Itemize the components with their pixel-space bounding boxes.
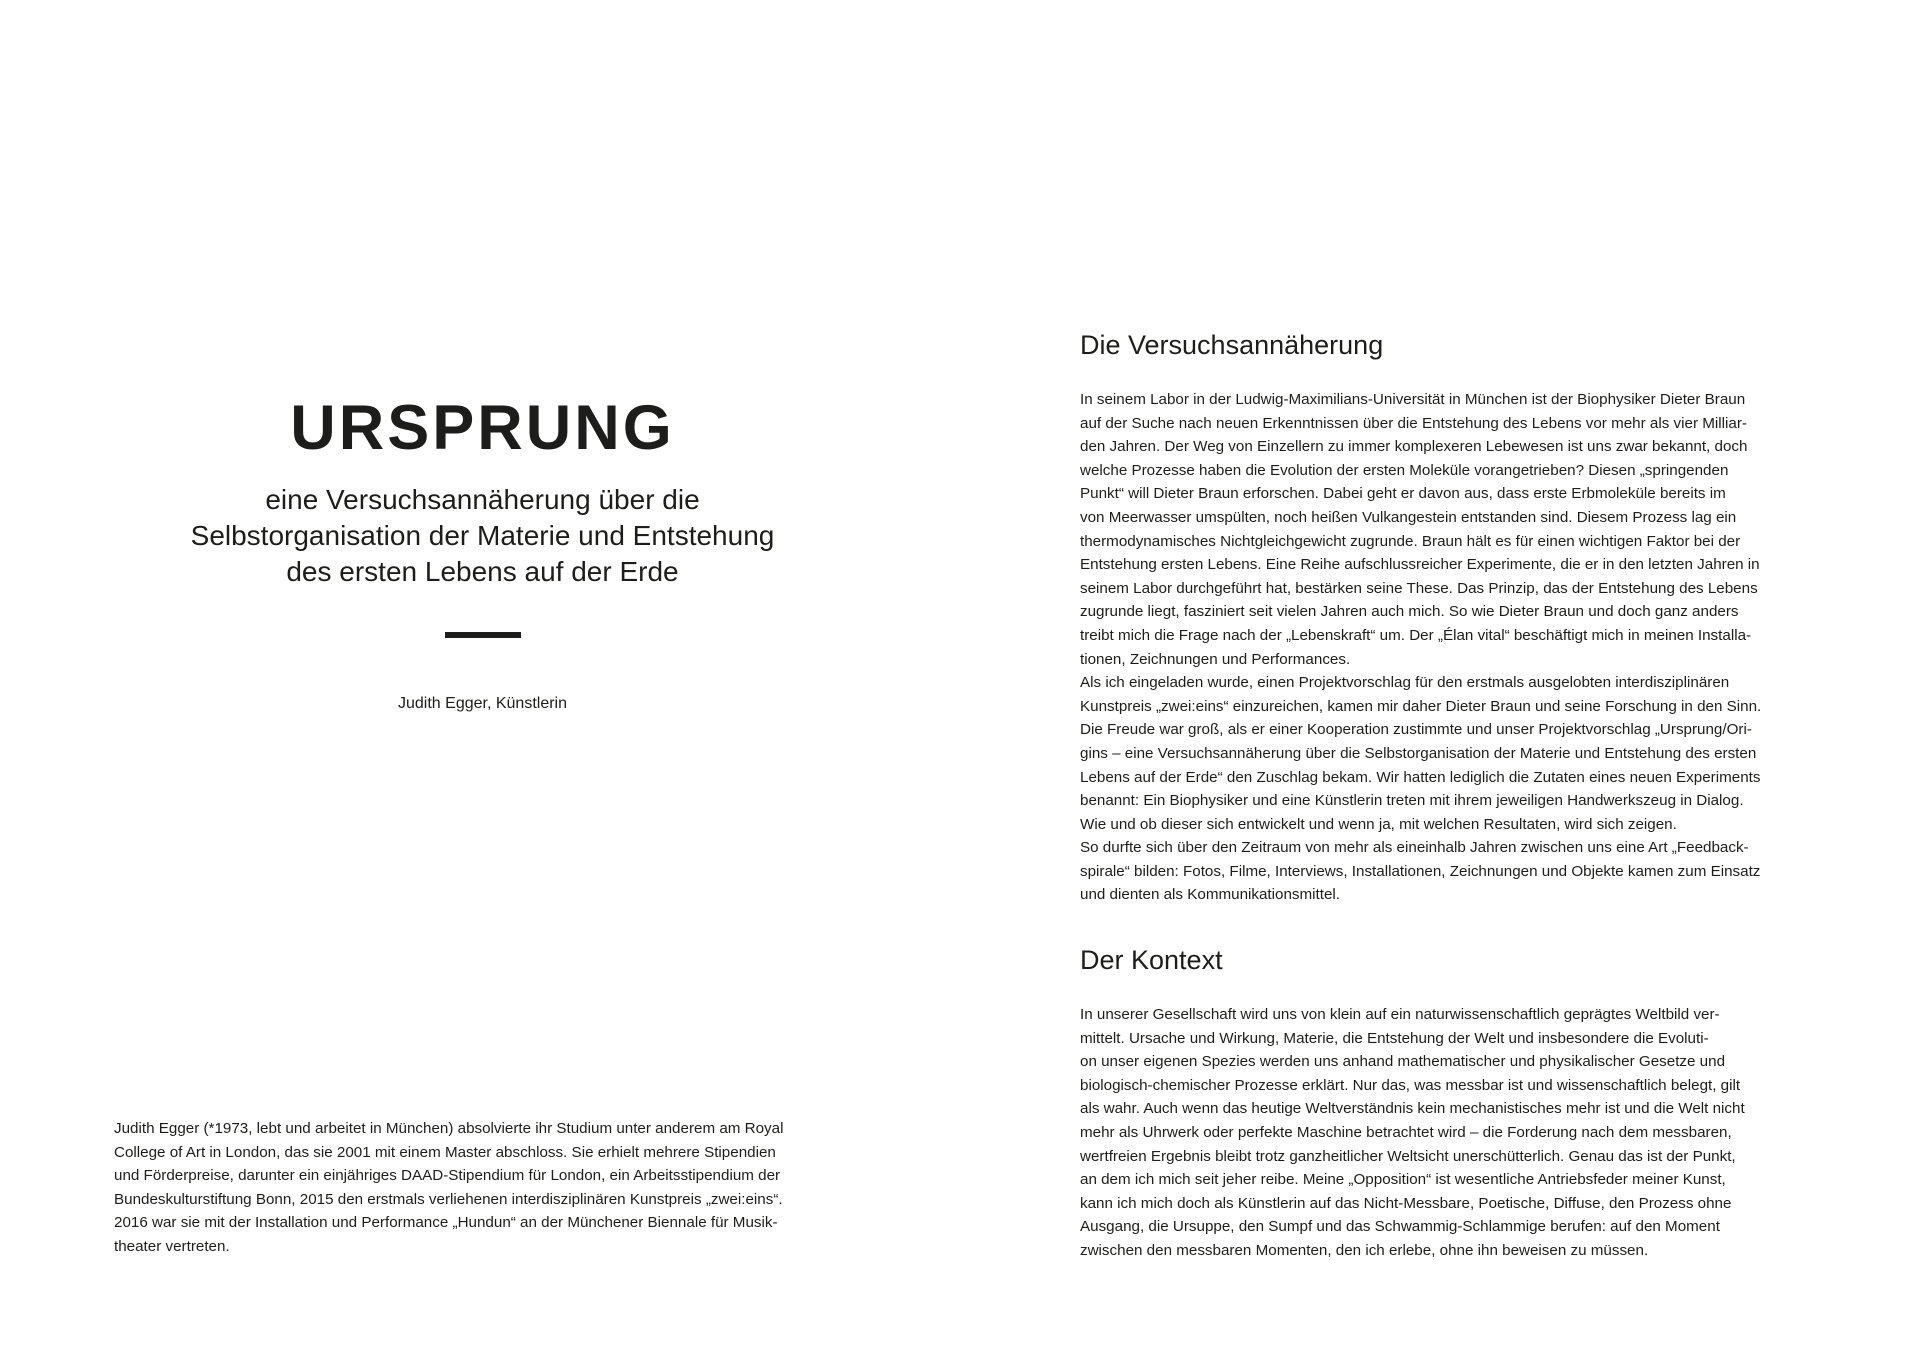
section-heading: Der Kontext [1080,945,1223,975]
body-line: seinem Labor durchgeführt hat, bestärken seine These. Das Prinzip, das der Entstehung des Lebens [1080,579,1758,597]
left-page [0,0,963,1361]
bio-line: und Förderpreise, darunter ein einjähriges DAAD-Stipendium für London, ein Arbeitsstipendium der [114,1167,781,1185]
title-divider [445,632,521,638]
body-line: auf der Suche nach neuen Erkenntnissen über die Entstehung des Lebens vor mehr als vier Milliar- [1080,414,1747,432]
body-line: Entstehung ersten Lebens. Eine Reihe aufschlussreicher Experimente, die er in den letzten Jahren in [1080,556,1760,574]
body-line: mehr als Uhrwerk oder perfekte Maschine betrachtet wird – die Forderung nach dem messbaren, [1080,1123,1732,1141]
title-block [100,392,865,714]
body-line: Die Freude war groß, als er einer Kooperation zustimmte und unser Projektvorschlag „Ursprung/Ori- [1080,721,1752,739]
bio-line: Bundeskulturstiftung Bonn, 2015 den erstmals verliehenen interdisziplinären Kunstpreis „zwei:eins“. [114,1190,783,1208]
section-heading: Die Versuchsannäherung [1080,330,1384,360]
subtitle-line: des ersten Lebens auf der Erde [286,556,679,587]
body-line: treibt mich die Frage nach der „Lebenskraft“ um. Der „Élan vital“ beschäftigt mich in meinen Installa- [1080,626,1752,644]
right-page [963,0,1927,1361]
bio-line: College of Art in London, das sie 2001 mit einem Master abschloss. Sie erhielt mehrere Stipendien [114,1143,776,1161]
body-line: Wie und ob dieser sich entwickelt und wenn ja, mit welchen Resultaten, wird sich zeigen. [1080,815,1677,833]
artist-bio [114,1117,854,1259]
body-line: als wahr. Auch wenn das heutige Weltverständnis kein mechanistisches mehr ist und die Welt nicht [1080,1100,1745,1118]
body-line: welche Prozesse haben die Evolution der ersten Moleküle vorangetrieben? Diesen „springenden [1080,461,1729,479]
body-line: zwischen den messbaren Momenten, den ich erlebe, ohne ihn beweisen zu müssen. [1080,1241,1649,1259]
body-line: kann ich mich doch als Künstlerin auf das Nicht-Messbare, Poetische, Diffuse, den Prozess ohne [1080,1194,1732,1212]
body-line: Ausgang, die Ursuppe, den Sumpf und das Schwammig-Schlammige berufen: auf den Moment [1080,1218,1720,1236]
section-versuchsannaeherung [1080,327,1860,907]
body-line: Kunstpreis „zwei:eins“ einzureichen, kamen mir daher Dieter Braun und seine Forschung in den Sinn. [1080,697,1762,715]
body-line: Lebens auf der Erde“ den Zuschlag bekam. Wir hatten lediglich die Zutaten eines neuen Experiments [1080,768,1761,786]
body-line: spirale“ bilden: Fotos, Filme, Interviews, Installationen, Zeichnungen und Objekte kamen zum Einsatz [1080,862,1761,880]
author-credit: Judith Egger, Künstlerin [398,695,567,712]
subtitle [100,482,865,590]
main-title: URSPRUNG [290,393,675,463]
body-line: an dem ich mich seit jeher reibe. Meine „Opposition“ ist wesentliche Antriebsfeder meiner Kunst, [1080,1171,1726,1189]
body-line: von Meerwasser umspülten, noch heißen Vulkangestein entstanden sind. Diesem Prozess lag ein [1080,508,1737,526]
subtitle-line: Selbstorganisation der Materie und Entstehung [190,520,775,551]
bio-line: theater vertreten. [114,1237,230,1255]
section-kontext [1080,942,1860,1263]
subtitle-line: eine Versuchsannäherung über die [265,484,700,515]
bio-line: Judith Egger (*1973, lebt und arbeitet in München) absolvierte ihr Studium unter anderem am Royal [114,1120,784,1137]
bio-line: 2016 war sie mit der Installation und Performance „Hundun“ an der Münchener Biennale für Musik- [114,1214,778,1232]
body-line: mittelt. Ursache und Wirkung, Materie, die Entstehung der Welt und insbesondere die Evoluti- [1080,1029,1709,1047]
body-line: tionen, Zeichnungen und Performances. [1080,650,1351,668]
body-line: Punkt“ will Dieter Braun erforschen. Dabei geht er davon aus, dass erste Erbmoleküle bereits im [1080,485,1726,503]
body-line: thermodynamisches Nichtgleichgewicht zugrunde. Braun hält es für einen wichtigen Faktor bei der [1080,532,1741,550]
body-line: biologisch-chemischer Prozesse erklärt. Nur das, was messbar ist und wissenschaftlich belegt, gilt [1080,1076,1741,1094]
body-line: benannt: Ein Biophysiker und eine Künstlerin treten mit ihrem jeweiligen Handwerkszeug in Dialog. [1080,792,1744,810]
body-line: Als ich eingeladen wurde, einen Projektvorschlag für den erstmals ausgelobten interdisziplinären [1080,674,1730,692]
section-body [1080,1003,1860,1263]
body-line: In unserer Gesellschaft wird uns von klein auf ein naturwissenschaftlich geprägtes Weltbild ver- [1080,1006,1720,1023]
body-line: und dienten als Kommunikationsmittel. [1080,886,1341,904]
body-line: gins – eine Versuchsannäherung über die Selbstorganisation der Materie und Entstehung des ersten [1080,744,1757,762]
body-line: In seinem Labor in der Ludwig-Maximilians-Universität in München ist der Biophysiker Dieter Braun [1080,391,1746,408]
body-line: wertfreien Ergebnis bleibt trotz ganzheitlicher Weltsicht unerschütterlich. Genau das ist der Punkt, [1080,1147,1736,1165]
body-line: So durfte sich über den Zeitraum von mehr als eineinhalb Jahren zwischen uns eine Art „Feedback- [1080,839,1749,857]
body-line: on unser eigenen Spezies werden uns anhand mathematischer und physikalischer Gesetze und [1080,1053,1726,1071]
section-body [1080,388,1860,907]
body-line: den Jahren. Der Weg von Einzellern zu immer komplexeren Lebewesen ist uns zwar bekannt, doch [1080,438,1748,456]
body-line: zugrunde liegt, fasziniert seit vielen Jahren auch mich. So wie Dieter Braun und doch ganz anders [1080,603,1739,621]
